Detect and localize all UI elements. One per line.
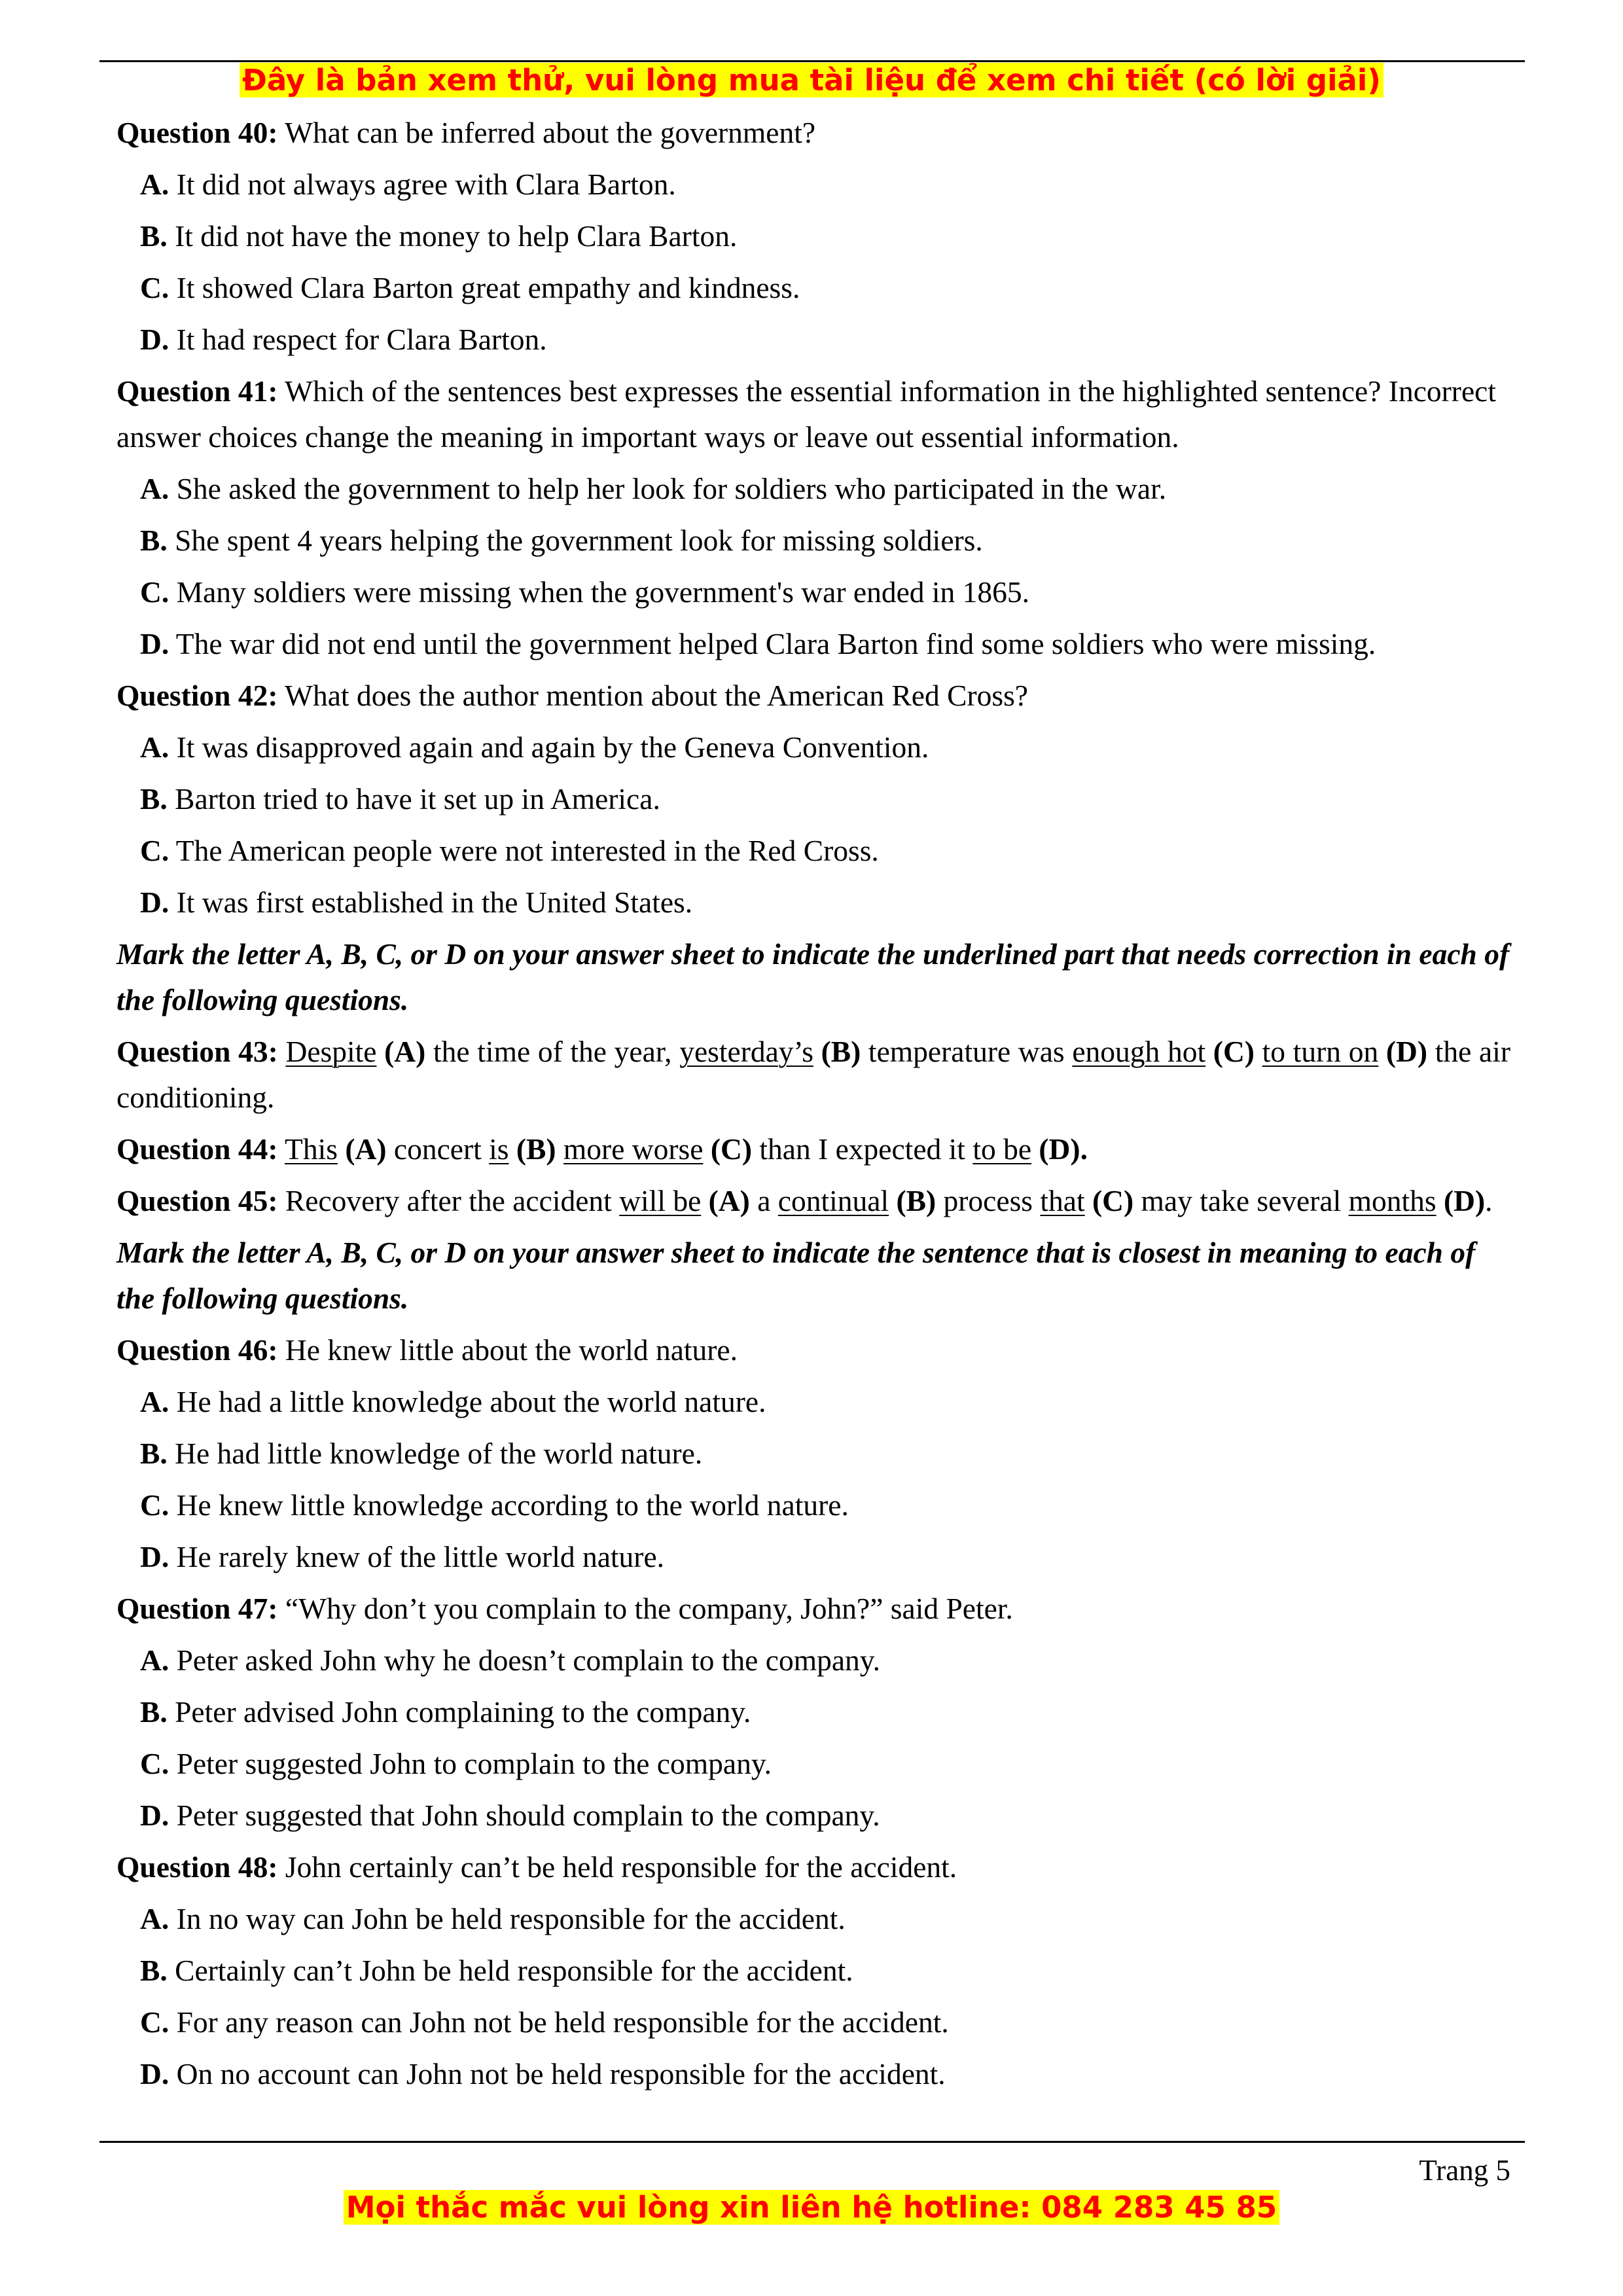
option-letter: B. [140, 1954, 168, 1987]
text-fragment: Recovery after the accident [277, 1184, 620, 1217]
option-text: It was first established in the United States. [169, 886, 693, 919]
question-stem: What can be inferred about the government? [277, 116, 816, 149]
question-label: Question 40: [116, 116, 278, 149]
option-b [116, 1689, 1510, 1735]
question-label: Question 48: [116, 1850, 278, 1884]
text-fragment [277, 1132, 285, 1166]
question-43 [116, 1029, 1510, 1121]
option-d [116, 1534, 1510, 1580]
option-text: On no account can John not be held responsible for the accident. [169, 2057, 946, 2090]
text-fragment: concert [386, 1132, 490, 1166]
option-letter: D. [140, 323, 169, 356]
option-text: Peter asked John why he doesn’t complain to the company. [169, 1643, 880, 1677]
option-text: Peter advised John complaining to the company. [167, 1695, 751, 1729]
question-45 [116, 1178, 1510, 1224]
option-text: It did not have the money to help Clara Barton. [167, 219, 738, 253]
underlined-part: months [1348, 1184, 1436, 1217]
question-label: Question 44: [116, 1132, 278, 1166]
footer-notice [0, 2189, 1623, 2227]
option-d [116, 317, 1510, 363]
part-marker: (A) [337, 1132, 387, 1166]
option-text: He knew little knowledge according to the world nature. [169, 1488, 849, 1522]
option-letter: B. [140, 524, 168, 557]
option-text: Peter suggested that John should complain to the company. [169, 1799, 880, 1832]
part-marker: (A) [701, 1184, 750, 1217]
option-letter: A. [140, 1385, 169, 1418]
text-fragment: may take several [1133, 1184, 1349, 1217]
option-d [116, 1793, 1510, 1839]
part-marker: (B) [508, 1132, 556, 1166]
question-48 [116, 1844, 1510, 1890]
option-letter: B. [140, 1437, 168, 1470]
page-content [116, 110, 1510, 2103]
underlined-part: to be [972, 1132, 1032, 1166]
option-c [116, 2000, 1510, 2045]
option-a [116, 466, 1510, 512]
option-letter: B. [140, 1695, 168, 1729]
option-letter: D. [140, 1799, 169, 1832]
question-44 [116, 1126, 1510, 1172]
underlined-part: This [285, 1132, 338, 1166]
option-letter: B. [140, 782, 168, 816]
underlined-part: is [489, 1132, 509, 1166]
footer-notice-text: Mọi thắc mắc vui lòng xin liên hệ hotline: 084 283 45 85 [344, 2190, 1279, 2225]
option-letter: C. [140, 834, 169, 867]
option-letter: B. [140, 219, 168, 253]
option-text: The American people were not interested in the Red Cross. [169, 834, 879, 867]
option-text: She spent 4 years helping the government look for missing soldiers. [167, 524, 983, 557]
option-c [116, 1741, 1510, 1787]
text-fragment: . [1485, 1184, 1493, 1217]
option-d [116, 880, 1510, 925]
question-label: Question 41: [116, 374, 278, 408]
option-text: It showed Clara Barton great empathy and kindness. [169, 271, 800, 304]
option-text: She asked the government to help her look for soldiers who participated in the war. [169, 472, 1167, 505]
option-text: It had respect for Clara Barton. [169, 323, 547, 356]
option-text: He had little knowledge of the world nature. [167, 1437, 703, 1470]
option-text: It was disapproved again and again by the Geneva Convention. [169, 730, 929, 764]
option-b [116, 1948, 1510, 1994]
option-letter: D. [140, 1540, 169, 1573]
option-text: The war did not end until the government helped Clara Barton find some soldiers who were missing. [169, 627, 1376, 660]
part-marker: (C) [1084, 1184, 1134, 1217]
text-fragment [556, 1132, 563, 1166]
option-letter: C. [140, 1488, 169, 1522]
question-stem: He knew little about the world nature. [277, 1333, 738, 1367]
text-fragment: the time of the year, [425, 1035, 680, 1068]
text-fragment: the air conditioning. [116, 1035, 1511, 1114]
option-a [116, 1638, 1510, 1683]
option-d [116, 621, 1510, 667]
option-d [116, 2051, 1510, 2097]
page-number: Trang 5 [1419, 2154, 1510, 2187]
option-letter: A. [140, 168, 169, 201]
question-47 [116, 1586, 1510, 1632]
underlined-part: enough hot [1072, 1035, 1206, 1068]
option-b [116, 518, 1510, 564]
option-letter: C. [140, 1747, 169, 1780]
option-b [116, 213, 1510, 259]
option-c [116, 265, 1510, 311]
option-a [116, 1896, 1510, 1942]
footer-rule [99, 2141, 1525, 2143]
option-letter: C. [140, 575, 169, 609]
option-letter: A. [140, 730, 169, 764]
section-instruction-error: Mark the letter A, B, C, or D on your answer sheet to indicate the underlined part that needs correction in each of the following questions. [116, 937, 1510, 1016]
text-fragment: a [749, 1184, 778, 1217]
part-marker: (D) [1385, 1035, 1428, 1068]
question-41 [116, 368, 1510, 460]
part-marker: (C) [1205, 1035, 1255, 1068]
underlined-part: Despite [285, 1035, 377, 1068]
underlined-part: to turn on [1262, 1035, 1379, 1068]
text-fragment: temperature was [861, 1035, 1073, 1068]
underlined-part: will be [619, 1184, 702, 1217]
option-text: Peter suggested John to complain to the company. [169, 1747, 772, 1780]
question-label: Question 46: [116, 1333, 278, 1367]
option-c [116, 569, 1510, 615]
option-b [116, 776, 1510, 822]
option-text: Many soldiers were missing when the government's war ended in 1865. [169, 575, 1030, 609]
underlined-part: continual [777, 1184, 889, 1217]
underlined-part: that [1040, 1184, 1085, 1217]
option-text: For any reason can John not be held responsible for the accident. [169, 2005, 949, 2039]
question-stem: “Why don’t you complain to the company, John?” said Peter. [277, 1592, 1013, 1625]
underlined-part: yesterday’s [679, 1035, 813, 1068]
option-a [116, 1379, 1510, 1425]
header-notice [0, 62, 1623, 99]
option-c [116, 828, 1510, 874]
part-marker: (B) [813, 1035, 861, 1068]
text-fragment: than I expected it [751, 1132, 973, 1166]
option-letter: D. [140, 886, 169, 919]
option-text: It did not always agree with Clara Barton. [169, 168, 676, 201]
question-42 [116, 673, 1510, 719]
option-text: He had a little knowledge about the world nature. [169, 1385, 766, 1418]
option-c [116, 1482, 1510, 1528]
header-notice-text: Đây là bản xem thử, vui lòng mua tài liệu để xem chi tiết (có lời giải) [240, 63, 1383, 98]
part-marker: (D). [1031, 1132, 1088, 1166]
option-letter: D. [140, 627, 169, 660]
option-text: In no way can John be held responsible for the accident. [169, 1902, 846, 1935]
question-stem: John certainly can’t be held responsible for the accident. [277, 1850, 957, 1884]
question-46 [116, 1327, 1510, 1373]
part-marker: (D) [1436, 1184, 1486, 1217]
question-label: Question 42: [116, 679, 278, 712]
option-text: He rarely knew of the little world nature. [169, 1540, 665, 1573]
option-b [116, 1431, 1510, 1477]
part-marker: (B) [889, 1184, 936, 1217]
option-a [116, 725, 1510, 770]
option-letter: A. [140, 472, 169, 505]
question-label: Question 45: [116, 1184, 278, 1217]
part-marker: (C) [703, 1132, 752, 1166]
question-label: Question 47: [116, 1592, 278, 1625]
option-letter: A. [140, 1902, 169, 1935]
option-letter: D. [140, 2057, 169, 2090]
text-fragment [1255, 1035, 1262, 1068]
underlined-part: more worse [563, 1132, 704, 1166]
option-letter: C. [140, 271, 169, 304]
option-letter: C. [140, 2005, 169, 2039]
option-text: Barton tried to have it set up in America. [167, 782, 660, 816]
part-marker: (A) [376, 1035, 426, 1068]
option-letter: A. [140, 1643, 169, 1677]
option-a [116, 162, 1510, 207]
option-text: Certainly can’t John be held responsible for the accident. [167, 1954, 853, 1987]
question-stem: What does the author mention about the American Red Cross? [277, 679, 1028, 712]
text-fragment [278, 1035, 286, 1068]
text-fragment: process [936, 1184, 1041, 1217]
question-label: Question 43: [116, 1035, 278, 1068]
question-40 [116, 110, 1510, 156]
section-instruction-meaning: Mark the letter A, B, C, or D on your answer sheet to indicate the sentence that is closest in meaning to each of the following questions. [116, 1236, 1476, 1315]
question-stem: Which of the sentences best expresses the essential information in the highlighted sentence? Incorrect answer choices change the meaning in important ways or leave out essential information. [116, 374, 1496, 454]
